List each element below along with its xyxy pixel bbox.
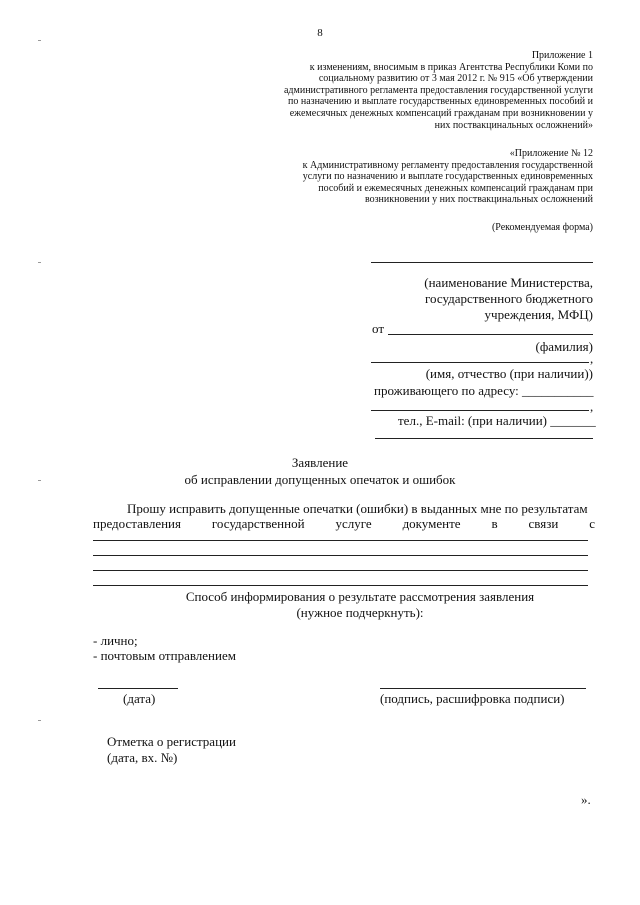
- recommended-form-note: (Рекомендуемая форма): [491, 222, 593, 233]
- annex-12-header: [303, 148, 593, 206]
- margin-mark: [38, 262, 41, 263]
- closing-quote: ».: [581, 792, 591, 807]
- signature-line[interactable]: [380, 688, 586, 689]
- ministry-name-line: [371, 262, 593, 263]
- date-line[interactable]: [98, 688, 178, 689]
- address-line[interactable]: [371, 410, 589, 411]
- ministry-hint-line: государственного бюджетного: [425, 291, 593, 306]
- registration-label: Отметка о регистрации: [107, 734, 236, 749]
- contact-label: тел., E-mail: (при наличии) _______: [398, 413, 596, 428]
- annex-12-line: возникновении у них поствакцинальных осложнений: [364, 194, 593, 206]
- comma: ,: [590, 399, 594, 414]
- from-label: от: [372, 321, 385, 336]
- reason-line[interactable]: [93, 570, 588, 571]
- notification-heading: Способ информирования о результате рассмотрения заявления: [185, 589, 535, 604]
- annex-1-line: социальному развитию от 3 мая 2012 г. № 915 «Об утверждении: [318, 73, 593, 85]
- annex-1-line: по назначению и выплате государственных единовременных пособий и: [287, 96, 593, 108]
- contact-line[interactable]: [375, 438, 593, 439]
- annex-1-line: к изменениям, вносимым в приказ Агентства Республики Коми по: [309, 61, 593, 73]
- registration-hint: (дата, вх. №): [107, 750, 178, 765]
- name-line[interactable]: [371, 362, 589, 363]
- annex-1-line: административного регламента предоставления государственной услуги: [283, 84, 593, 96]
- comma: ,: [590, 351, 594, 366]
- document-subtitle: об исправлении допущенных опечаток и ошибок: [184, 472, 456, 487]
- from-line[interactable]: [388, 334, 593, 335]
- annex-1-line: ежемесячных денежных компенсаций гражданам при возникновении у: [289, 107, 593, 119]
- residing-label: проживающего по адресу: ___________: [374, 383, 594, 398]
- annex-1-header: [284, 50, 593, 131]
- annex-1-title: Приложение 1: [531, 50, 593, 61]
- annex-12-line: к Административному регламенту предоставления государственной: [302, 159, 593, 171]
- margin-mark: [38, 40, 41, 41]
- surname-hint: (фамилия): [535, 339, 593, 354]
- signature-label: (подпись, расшифровка подписи): [380, 691, 565, 706]
- ministry-hint: [424, 275, 593, 323]
- page-number: 8: [317, 27, 323, 39]
- ministry-hint-line: учреждения, МФЦ): [484, 307, 593, 322]
- margin-mark: [38, 720, 41, 721]
- option-in-person[interactable]: - лично;: [93, 633, 138, 648]
- date-label: (дата): [123, 691, 156, 706]
- request-text-line-2: предоставления государственной услуге документе в связи с: [93, 516, 595, 531]
- option-by-mail[interactable]: - почтовым отправлением: [93, 648, 236, 663]
- reason-line[interactable]: [93, 555, 588, 556]
- annex-12-title: «Приложение № 12: [509, 148, 593, 159]
- annex-12-line: услуги по назначению и выплате государственных единовременных: [302, 171, 593, 183]
- request-text-line-1: Прошу исправить допущенные опечатки (ошибки) в выданных мне по результатам: [127, 501, 588, 516]
- notification-hint: (нужное подчеркнуть):: [296, 605, 424, 620]
- name-hint: (имя, отчество (при наличии)): [425, 366, 593, 381]
- reason-line[interactable]: [93, 585, 588, 586]
- annex-1-line: них поствакцинальных осложнений»: [434, 119, 593, 131]
- ministry-hint-line: (наименование Министерства,: [424, 275, 593, 290]
- annex-12-line: пособий и ежемесячных денежных компенсаций гражданам при: [318, 182, 593, 194]
- document-title: Заявление: [291, 455, 349, 470]
- reason-line[interactable]: [93, 540, 588, 541]
